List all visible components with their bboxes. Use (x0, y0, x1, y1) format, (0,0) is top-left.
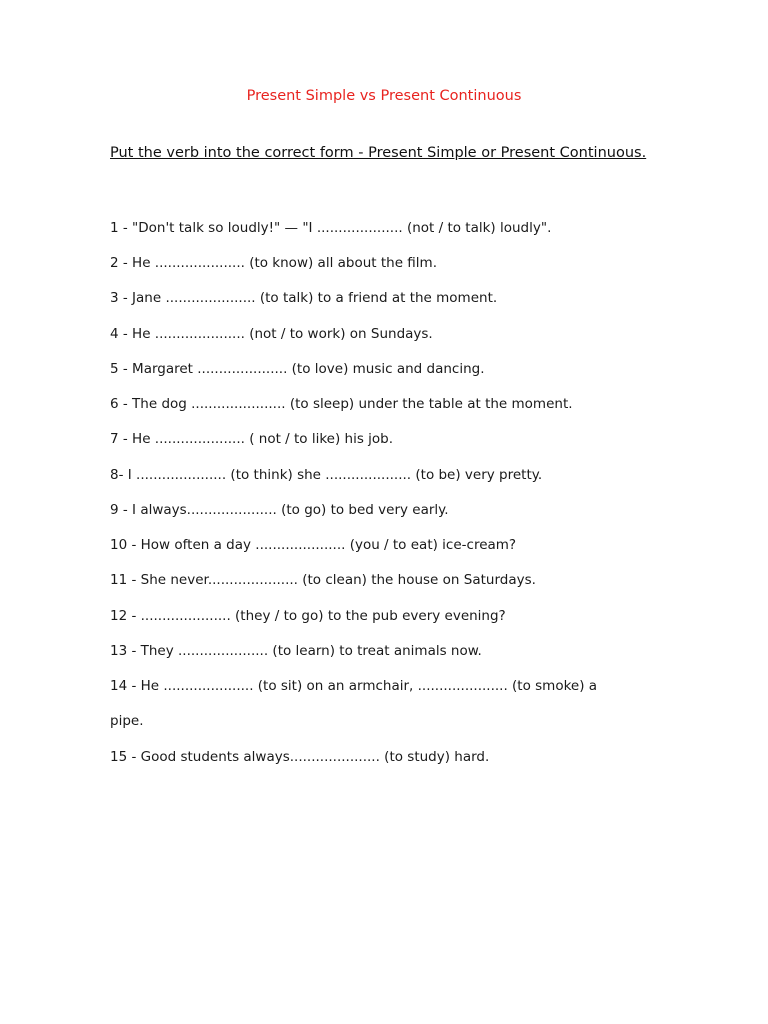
exercise-item: 1 - "Don't talk so loudly!" — "I .................... (not / to talk) loudly". (110, 220, 552, 236)
exercise-item: 10 - How often a day ..................... (you / to eat) ice-cream? (110, 537, 517, 553)
instruction-heading: Put the verb into the correct form - Present Simple or Present Continuous. (110, 145, 647, 161)
exercise-item: 5 - Margaret ..................... (to love) music and dancing. (110, 361, 485, 377)
exercise-item: 8- I ..................... (to think) she .................... (to be) very pretty. (110, 467, 543, 483)
exercise-item: 2 - He ..................... (to know) all about the film. (110, 255, 437, 271)
exercise-item-continuation: pipe. (110, 713, 144, 729)
exercise-item: 15 - Good students always..................... (to study) hard. (110, 749, 490, 765)
exercise-item: 14 - He ..................... (to sit) on an armchair, ..................... (to smoke) a (110, 678, 598, 694)
exercise-item: 9 - I always..................... (to go) to bed very early. (110, 502, 449, 518)
exercise-item: 4 - He ..................... (not / to work) on Sundays. (110, 326, 433, 342)
page-title: Present Simple vs Present Continuous (246, 88, 522, 104)
exercise-item: 11 - She never..................... (to clean) the house on Saturdays. (110, 572, 536, 588)
exercise-item: 7 - He ..................... ( not / to like) his job. (110, 431, 394, 447)
exercise-item: 6 - The dog ...................... (to sleep) under the table at the moment. (110, 396, 573, 412)
exercise-item: 13 - They ..................... (to learn) to treat animals now. (110, 643, 482, 659)
exercise-item: 3 - Jane ..................... (to talk) to a friend at the moment. (110, 290, 498, 306)
exercise-item: 12 - ..................... (they / to go) to the pub every evening? (110, 608, 506, 624)
